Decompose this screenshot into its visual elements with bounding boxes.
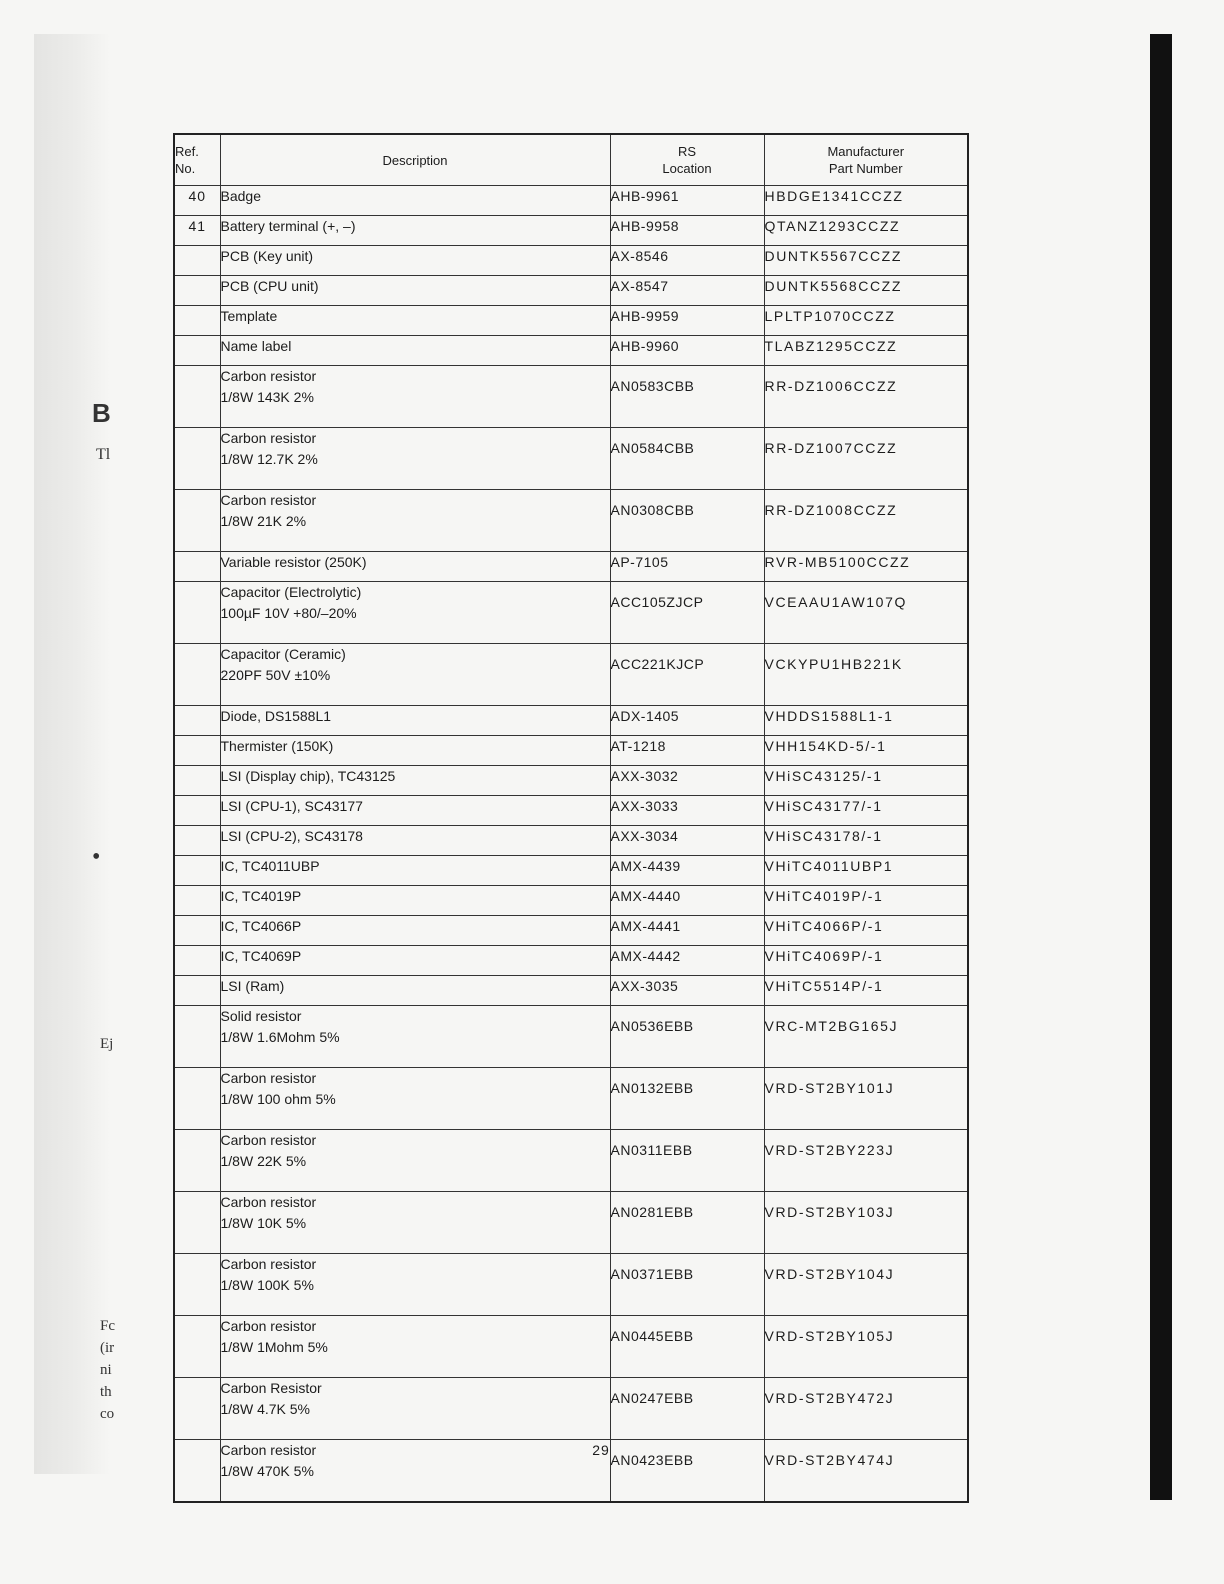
cell-ref-no <box>174 796 220 826</box>
cell-rs-location: AN0536EBB <box>610 1006 764 1068</box>
description-line1: Carbon resistor <box>220 1256 317 1272</box>
cell-description <box>220 1068 610 1130</box>
table-row <box>174 216 968 246</box>
cell-rs-location: ACC221KJCP <box>610 644 764 706</box>
description-line1: Carbon resistor <box>220 1194 317 1210</box>
table-row <box>174 644 968 706</box>
cell-ref-no <box>174 1006 220 1068</box>
cell-description <box>220 366 610 428</box>
margin-fragment: B <box>92 398 111 428</box>
cell-ref-no: 40 <box>174 186 220 216</box>
cell-description <box>220 856 610 886</box>
description-line1: Carbon resistor <box>220 430 317 446</box>
table-row <box>174 976 968 1006</box>
margin-fragment: Ej <box>100 1036 114 1052</box>
cell-rs-location: AXX-3035 <box>610 976 764 1006</box>
description-line1: Badge <box>220 188 261 204</box>
cell-rs-location: AXX-3032 <box>610 766 764 796</box>
margin-fragment: co <box>100 1406 115 1422</box>
col-header-location-line2: Location <box>662 161 712 176</box>
cell-ref-no <box>174 1068 220 1130</box>
cell-part-number: VRD-ST2BY104J <box>764 1254 968 1316</box>
description-line2: 220PF 50V ±10% <box>220 667 331 683</box>
cell-part-number: RVR-MB5100CCZZ <box>764 552 968 582</box>
col-header-ref-line1: Ref. <box>175 144 199 159</box>
cell-rs-location: AN0308CBB <box>610 490 764 552</box>
table-header-row <box>174 134 968 186</box>
table-row <box>174 1192 968 1254</box>
col-header-rs-location <box>610 134 764 186</box>
description-line1: Carbon Resistor <box>220 1380 322 1396</box>
cell-ref-no <box>174 946 220 976</box>
col-header-part-number <box>764 134 968 186</box>
cell-rs-location: AT-1218 <box>610 736 764 766</box>
cell-description <box>220 582 610 644</box>
table-row <box>174 826 968 856</box>
margin-fragment: Fc <box>100 1318 115 1334</box>
cell-ref-no <box>174 976 220 1006</box>
cell-rs-location: AN0423EBB <box>610 1440 764 1503</box>
cell-rs-location: AMX-4439 <box>610 856 764 886</box>
cell-description <box>220 552 610 582</box>
margin-fragment: ni <box>100 1362 112 1378</box>
cell-ref-no <box>174 1254 220 1316</box>
cell-description <box>220 246 610 276</box>
cell-ref-no <box>174 644 220 706</box>
table-row <box>174 886 968 916</box>
cell-rs-location: AHB-9959 <box>610 306 764 336</box>
description-line2: 1/8W 1.6Mohm 5% <box>220 1029 340 1045</box>
cell-ref-no <box>174 552 220 582</box>
cell-description <box>220 1192 610 1254</box>
description-line1: Carbon resistor <box>220 1442 317 1458</box>
cell-ref-no <box>174 1192 220 1254</box>
cell-part-number: VRD-ST2BY105J <box>764 1316 968 1378</box>
description-line2: 100µF 10V +80/–20% <box>220 605 357 621</box>
description-line2: 1/8W 100 ohm 5% <box>220 1091 336 1107</box>
cell-rs-location: AX-8547 <box>610 276 764 306</box>
description-line1: Template <box>220 308 278 324</box>
cell-ref-no <box>174 736 220 766</box>
cell-part-number: RR-DZ1008CCZZ <box>764 490 968 552</box>
cell-rs-location: AHB-9961 <box>610 186 764 216</box>
cell-part-number: VHDDS1588L1-1 <box>764 706 968 736</box>
description-line1: Carbon resistor <box>220 368 317 384</box>
description-line2: 1/8W 143K 2% <box>220 389 314 405</box>
cell-part-number: LPLTP1070CCZZ <box>764 306 968 336</box>
cell-rs-location: AXX-3034 <box>610 826 764 856</box>
cell-part-number: VRD-ST2BY474J <box>764 1440 968 1503</box>
description-line1: LSI (CPU-2), SC43178 <box>220 828 363 844</box>
description-line2: 1/8W 10K 5% <box>220 1215 307 1231</box>
table-row <box>174 736 968 766</box>
description-line1: PCB (Key unit) <box>220 248 314 264</box>
cell-part-number: QTANZ1293CCZZ <box>764 216 968 246</box>
cell-part-number: DUNTK5567CCZZ <box>764 246 968 276</box>
cell-ref-no <box>174 1130 220 1192</box>
table-row <box>174 552 968 582</box>
cell-description <box>220 736 610 766</box>
cell-description <box>220 644 610 706</box>
description-line2: 1/8W 12.7K 2% <box>220 451 318 467</box>
cell-rs-location: AXX-3033 <box>610 796 764 826</box>
cell-description <box>220 1440 610 1503</box>
cell-part-number: DUNTK5568CCZZ <box>764 276 968 306</box>
cell-rs-location: AX-8546 <box>610 246 764 276</box>
description-line1: Name label <box>220 338 292 354</box>
description-line2: 1/8W 100K 5% <box>220 1277 314 1293</box>
cell-ref-no <box>174 766 220 796</box>
cell-rs-location: AHB-9958 <box>610 216 764 246</box>
description-line1: Capacitor (Ceramic) <box>220 646 346 662</box>
cell-part-number: VHiTC4066P/-1 <box>764 916 968 946</box>
cell-ref-no <box>174 582 220 644</box>
cell-ref-no <box>174 826 220 856</box>
cell-part-number: VHiTC4069P/-1 <box>764 946 968 976</box>
description-line1: IC, TC4011UBP <box>220 858 320 874</box>
table-row <box>174 1254 968 1316</box>
cell-ref-no <box>174 366 220 428</box>
cell-description <box>220 1316 610 1378</box>
description-line2: 1/8W 470K 5% <box>220 1463 314 1479</box>
cell-part-number: RR-DZ1007CCZZ <box>764 428 968 490</box>
table-row <box>174 946 968 976</box>
description-line2: 1/8W 1Mohm 5% <box>220 1339 328 1355</box>
cell-description <box>220 766 610 796</box>
table-row <box>174 1068 968 1130</box>
margin-fragment: Tl <box>96 446 111 463</box>
cell-part-number: VRD-ST2BY472J <box>764 1378 968 1440</box>
cell-part-number: VHiTC4011UBP1 <box>764 856 968 886</box>
cell-part-number: TLABZ1295CCZZ <box>764 336 968 366</box>
cell-part-number: VRD-ST2BY103J <box>764 1192 968 1254</box>
description-line1: Carbon resistor <box>220 492 317 508</box>
description-line1: Battery terminal (+, –) <box>220 218 356 234</box>
description-line1: Carbon resistor <box>220 1132 317 1148</box>
cell-part-number: VHH154KD-5/-1 <box>764 736 968 766</box>
description-line2: 1/8W 22K 5% <box>220 1153 307 1169</box>
cell-part-number: VRD-ST2BY223J <box>764 1130 968 1192</box>
table-row <box>174 306 968 336</box>
cell-rs-location: AMX-4441 <box>610 916 764 946</box>
description-line1: Capacitor (Electrolytic) <box>220 584 362 600</box>
cell-description <box>220 490 610 552</box>
cell-ref-no <box>174 490 220 552</box>
cell-ref-no <box>174 306 220 336</box>
col-header-part-line1: Manufacturer <box>827 144 905 159</box>
cell-ref-no <box>174 1316 220 1378</box>
table-row <box>174 186 968 216</box>
description-line1: Solid resistor <box>220 1008 302 1024</box>
description-line2: 1/8W 21K 2% <box>220 513 307 529</box>
cell-ref-no <box>174 856 220 886</box>
description-line1: Diode, DS1588L1 <box>220 708 332 724</box>
cell-description <box>220 826 610 856</box>
col-header-part-line2: Part Number <box>828 161 903 176</box>
cell-rs-location: AHB-9960 <box>610 336 764 366</box>
cell-rs-location: AMX-4440 <box>610 886 764 916</box>
cell-rs-location: AP-7105 <box>610 552 764 582</box>
col-header-ref-no <box>174 134 220 186</box>
table-row <box>174 856 968 886</box>
table-row <box>174 582 968 644</box>
table-row <box>174 916 968 946</box>
cell-ref-no <box>174 706 220 736</box>
cell-rs-location: AN0281EBB <box>610 1192 764 1254</box>
table-row <box>174 1440 968 1503</box>
cell-part-number: VHiSC43125/-1 <box>764 766 968 796</box>
cell-part-number: VRC-MT2BG165J <box>764 1006 968 1068</box>
cell-description <box>220 1378 610 1440</box>
cell-part-number: RR-DZ1006CCZZ <box>764 366 968 428</box>
cell-part-number: VCEAAU1AW107Q <box>764 582 968 644</box>
col-header-ref-line2: No. <box>175 161 196 176</box>
cell-description <box>220 306 610 336</box>
cell-description <box>220 976 610 1006</box>
page-number: 29 <box>592 1442 610 1458</box>
cell-ref-no <box>174 428 220 490</box>
cell-rs-location: AN0583CBB <box>610 366 764 428</box>
scan-binding-bar <box>1150 34 1172 1500</box>
cell-rs-location: AN0445EBB <box>610 1316 764 1378</box>
description-line1: IC, TC4019P <box>220 888 302 904</box>
description-line1: LSI (Ram) <box>220 978 285 994</box>
cell-description <box>220 886 610 916</box>
cell-ref-no <box>174 886 220 916</box>
margin-fragment: • <box>92 844 101 870</box>
cell-rs-location: AN0311EBB <box>610 1130 764 1192</box>
description-line1: PCB (CPU unit) <box>220 278 319 294</box>
cell-ref-no <box>174 1378 220 1440</box>
cell-rs-location: ADX-1405 <box>610 706 764 736</box>
table-row <box>174 366 968 428</box>
cell-part-number: VHiSC43177/-1 <box>764 796 968 826</box>
cell-description <box>220 946 610 976</box>
cell-part-number: VRD-ST2BY101J <box>764 1068 968 1130</box>
cell-ref-no <box>174 916 220 946</box>
description-line1: Variable resistor (250K) <box>220 554 367 570</box>
table-row <box>174 766 968 796</box>
description-line1: LSI (Display chip), TC43125 <box>220 768 396 784</box>
cell-description <box>220 276 610 306</box>
cell-description <box>220 706 610 736</box>
cell-description <box>220 1254 610 1316</box>
cell-rs-location: AN0584CBB <box>610 428 764 490</box>
cell-ref-no <box>174 1440 220 1503</box>
cell-part-number: VHiTC4019P/-1 <box>764 886 968 916</box>
table-row <box>174 1006 968 1068</box>
cell-rs-location: ACC105ZJCP <box>610 582 764 644</box>
table-row <box>174 246 968 276</box>
cell-rs-location: AN0247EBB <box>610 1378 764 1440</box>
cell-rs-location: AN0132EBB <box>610 1068 764 1130</box>
parts-table-body <box>174 186 968 1503</box>
cell-description <box>220 186 610 216</box>
cell-description <box>220 428 610 490</box>
description-line1: IC, TC4066P <box>220 918 302 934</box>
table-row <box>174 276 968 306</box>
cell-part-number: VHiSC43178/-1 <box>764 826 968 856</box>
description-line1: Thermister (150K) <box>220 738 334 754</box>
col-header-description: Description <box>220 134 610 186</box>
table-row <box>174 706 968 736</box>
table-row <box>174 336 968 366</box>
col-header-location-line1: RS <box>677 144 697 159</box>
parts-list-table <box>173 133 969 1503</box>
cell-part-number: HBDGE1341CCZZ <box>764 186 968 216</box>
description-line1: IC, TC4069P <box>220 948 302 964</box>
table-row <box>174 1130 968 1192</box>
table-row <box>174 1378 968 1440</box>
table-row <box>174 490 968 552</box>
cell-ref-no <box>174 246 220 276</box>
margin-fragment: th <box>100 1384 112 1400</box>
cell-description <box>220 1130 610 1192</box>
description-line1: LSI (CPU-1), SC43177 <box>220 798 363 814</box>
scan-edge-shadow <box>34 34 110 1474</box>
cell-ref-no: 41 <box>174 216 220 246</box>
cell-description <box>220 216 610 246</box>
cell-part-number: VCKYPU1HB221K <box>764 644 968 706</box>
cell-rs-location: AMX-4442 <box>610 946 764 976</box>
cell-part-number: VHiTC5514P/-1 <box>764 976 968 1006</box>
cell-description <box>220 796 610 826</box>
description-line2: 1/8W 4.7K 5% <box>220 1401 310 1417</box>
cell-description <box>220 1006 610 1068</box>
cell-ref-no <box>174 336 220 366</box>
table-row <box>174 428 968 490</box>
cell-ref-no <box>174 276 220 306</box>
cell-rs-location: AN0371EBB <box>610 1254 764 1316</box>
description-line1: Carbon resistor <box>220 1070 317 1086</box>
cell-description <box>220 336 610 366</box>
table-row <box>174 796 968 826</box>
description-line1: Carbon resistor <box>220 1318 317 1334</box>
table-row <box>174 1316 968 1378</box>
cell-description <box>220 916 610 946</box>
margin-fragment: (ir <box>100 1340 115 1356</box>
